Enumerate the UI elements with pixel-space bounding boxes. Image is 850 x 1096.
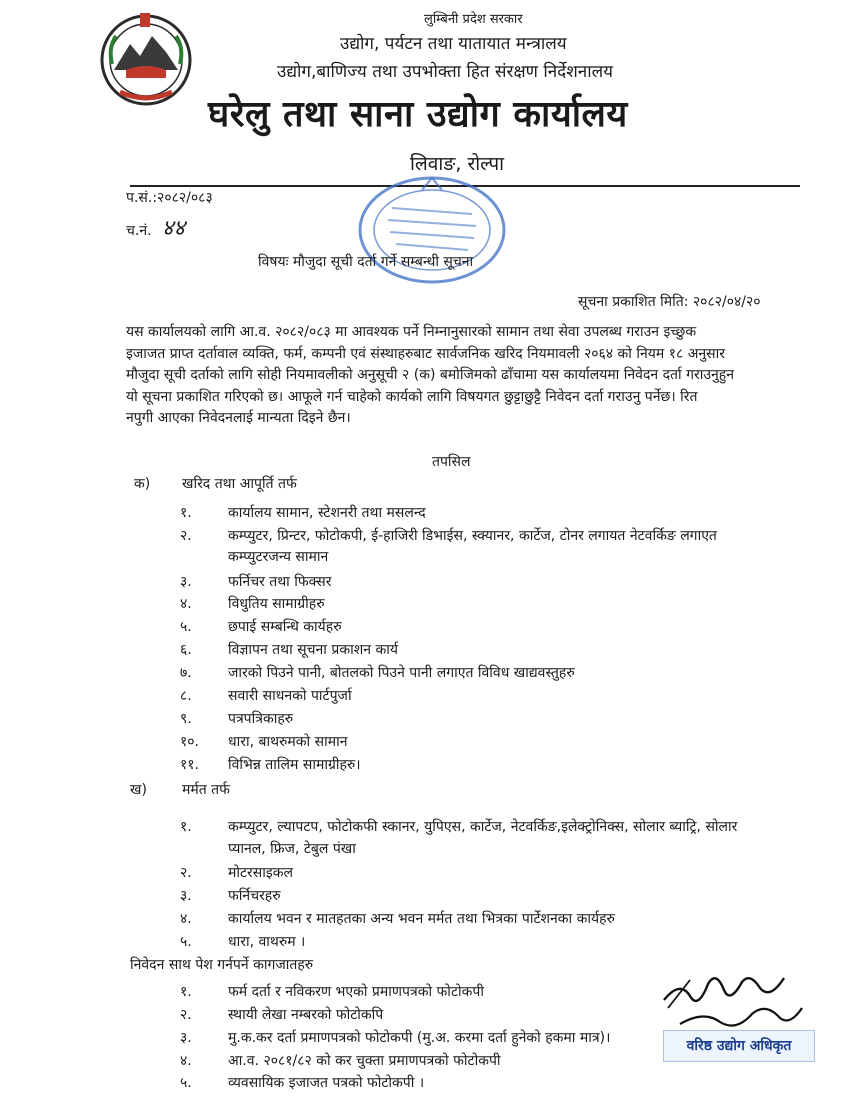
item-text: फर्निचरहरु — [228, 888, 281, 904]
item-text: सवारी साधनको पार्टपुर्जा — [228, 688, 352, 704]
item-number: ४. — [180, 911, 192, 927]
subject-text: मौजुदा सूची दर्ता गर्ने सम्बन्धी सूचना — [292, 254, 474, 270]
item-text: आ.व. २०८१/८२ को कर चुक्ता प्रमाणपत्रको फोटोकपी — [228, 1053, 501, 1069]
item-text: मोटरसाइकल — [228, 865, 293, 881]
item-number: ४. — [180, 1053, 192, 1069]
item-number: १. — [180, 505, 192, 521]
office-title: घरेलु तथा साना उद्योग कार्यालय — [208, 94, 628, 135]
item-text: कार्यालय सामान, स्टेशनरी तथा मसलन्द — [228, 505, 426, 521]
handwritten-signature — [660, 960, 810, 1040]
body-line: यो सूचना प्रकाशित गरिएको छ। आफूले गर्न चाहेको कार्यको लागि विषयगत छुट्टाछुट्टै निवेदन दर्ता गराउनु पर्नेछ। रित — [126, 388, 698, 405]
item-text: फर्निचर तथा फिक्सर — [228, 574, 332, 590]
designation-badge: वरिष्ठ उद्योग अधिकृत — [663, 1030, 815, 1062]
item-number: २. — [180, 865, 192, 881]
publish-label: सूचना प्रकाशित मिति: — [578, 294, 689, 310]
item-text: धारा, वाथरुम । — [228, 934, 306, 950]
cn-label: च.नं. — [126, 223, 152, 239]
item-text: कार्यालय भवन र मातहतका अन्य भवन मर्मत तथा भित्रका पार्टेशनका कार्यहरु — [228, 911, 615, 927]
documents-title: निवेदन साथ पेश गर्नपर्ने कागजातहरु — [130, 957, 314, 973]
item-number: ११. — [180, 757, 200, 773]
item-text: विधुतिय सामाग्रीहरु — [228, 596, 325, 612]
office-stamp — [352, 170, 512, 290]
directorate-name: उद्योग,बाणिज्य तथा उपभोक्ता हित संरक्षण निर्देशनालय — [277, 62, 613, 82]
ps-value: २०८२/०८३ — [157, 190, 213, 206]
section-kha-title: मर्मत तर्फ — [182, 782, 230, 798]
item-number: १. — [180, 984, 192, 1000]
item-text-continued: कम्प्युटरजन्य सामान — [228, 549, 329, 565]
ministry-name: उद्योग, पर्यटन तथा यातायात मन्त्रालय — [340, 34, 567, 54]
cn-value: ४४ — [162, 216, 185, 241]
details-heading: तपसिल — [432, 454, 471, 470]
item-number: २. — [180, 528, 192, 544]
item-text: कम्प्युटर, प्रिन्टर, फोटोकपी, ई-हाजिरी डिभाईस, स्क्यानर, कार्टेज, टोनर लगायत नेटवर्किङ लगाएत — [228, 528, 717, 544]
item-number: ५. — [180, 934, 192, 950]
notice-body — [126, 322, 806, 430]
item-number: ८. — [180, 688, 192, 704]
item-text: मु.क.कर दर्ता प्रमाणपत्रको फोटोकपी (मु.अ. करमा दर्ता हुनेको हकमा मात्र)। — [228, 1030, 611, 1046]
item-text: विभिन्न तालिम सामाग्रीहरु। — [228, 757, 361, 773]
item-number: ७. — [180, 665, 192, 681]
item-number: ५. — [180, 1075, 192, 1091]
body-line: नपुगी आएका निवेदनलाई मान्यता दिइने छैन। — [126, 410, 351, 426]
item-text: स्थायी लेखा नम्बरको फोटोकपि — [228, 1007, 384, 1023]
ps-label: प.सं.: — [126, 190, 158, 206]
section-kha-marker: ख) — [130, 782, 147, 798]
item-text: कम्प्युटर, ल्यापटप, फोटोकफी स्कानर, युपिएस, कार्टेज, नेटवर्किङ,इलेक्ट्रोनिक्स, सोलार ब्याट्रि, सोलार — [228, 819, 738, 835]
subject-label: विषयः — [258, 254, 289, 270]
item-text: धारा, बाथरुमको सामान — [228, 734, 348, 750]
item-number: १. — [180, 819, 192, 835]
item-text: छपाई सम्बन्धि कार्यहरु — [228, 619, 342, 635]
item-number: ३. — [180, 1030, 192, 1046]
item-number: ५. — [180, 619, 192, 635]
item-text-continued: प्यानल, फ्रिज, टेबुल पंखा — [228, 841, 356, 857]
item-number: ३. — [180, 574, 192, 590]
government-emblem — [96, 8, 196, 108]
item-text: पत्रपत्रिकाहरु — [228, 711, 294, 727]
publish-date: २०८२/०४/२० — [692, 294, 761, 310]
publish-date-line — [578, 292, 761, 311]
body-line: इजाजत प्राप्त दर्तावाल व्यक्ति, फर्म, कम्पनी एवं संस्थाहरुबाट सार्वजनिक खरिद नियमावली २०६४ को नियम १८ अनुसार — [126, 345, 725, 362]
body-line: यस कार्यालयको लागि आ.व. २०८२/०८३ मा आवश्यक पर्ने निम्नानुसारको सामान तथा सेवा उपलब्ध गराउन इच्छुक — [126, 324, 697, 340]
reference-cn — [126, 212, 185, 242]
item-text: फर्म दर्ता र नविकरण भएको प्रमाणपत्रको फोटोकपी — [228, 984, 484, 1000]
item-number: ९. — [180, 711, 192, 727]
item-number: १०. — [180, 734, 200, 750]
government-name: लुम्बिनी प्रदेश सरकार — [424, 12, 523, 27]
item-number: ४. — [180, 596, 192, 612]
body-line: मौजुदा सूची दर्ताको लागि सोही नियमावलीको अनुसूची २ (क) बमोजिमको ढाँचामा यस कार्यालयमा निवेदन दर्ता गराउनुहुन — [126, 367, 734, 383]
reference-ps — [126, 188, 213, 207]
item-number: २. — [180, 1007, 192, 1023]
item-number: ६. — [180, 642, 192, 658]
section-ka-title: खरिद तथा आपूर्ति तर्फ — [182, 476, 297, 492]
item-text: विज्ञापन तथा सूचना प्रकाशन कार्य — [228, 642, 398, 658]
subject-line — [258, 252, 473, 271]
item-number: ३. — [180, 888, 192, 904]
office-location: लिवाङ, रोल्पा — [410, 153, 505, 175]
item-text: जारको पिउने पानी, बोतलको पिउने पानी लगाएत विविध खाद्यवस्तुहरु — [228, 665, 575, 681]
section-ka-marker: क) — [134, 476, 151, 492]
item-text: व्यवसायिक इजाजत पत्रको फोटोकपी । — [228, 1075, 425, 1091]
